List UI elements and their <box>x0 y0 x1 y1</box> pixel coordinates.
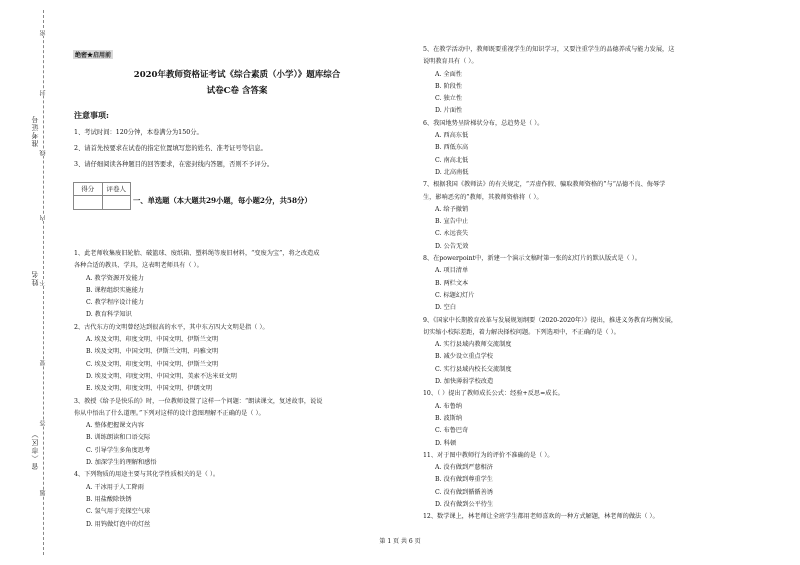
seal-mark: 内 <box>40 215 47 221</box>
answer-option: B. 课程组织实施能力 <box>86 286 144 294</box>
answer-option: A. 布鲁纳 <box>435 402 462 410</box>
notes-heading: 注意事项: <box>74 110 109 120</box>
answer-option: D. 教育科学知识 <box>86 311 132 319</box>
answer-option: D. 埃及文明、印度文明、中国文明、美索不达米亚文明 <box>86 372 237 380</box>
answer-option: B. 用盐酸除铁锈 <box>86 495 132 503</box>
answer-option: B. 阶段性 <box>435 82 463 90</box>
answer-option: B. 波斯纳 <box>435 414 463 422</box>
score-label: 得分 <box>74 183 103 195</box>
answer-option: C. 标题幻灯片 <box>435 291 475 299</box>
question-text: 9、《国家中长期教育改革与发展规划纲要（2020-2020年）》提出，推进义务教育均衡发展， <box>423 316 678 324</box>
answer-option: A. 教学资源开发能力 <box>86 274 144 282</box>
answer-option: B. 没有做到尊重学生 <box>435 476 493 484</box>
seal-mark: 答 <box>40 420 47 426</box>
question-text: 12、数学课上，林老师让全班学生都用老师喜欢的一种方式解题，林老师的做法（ ）。 <box>423 513 659 521</box>
answer-option: A. 干冰用于人工降雨 <box>86 483 144 491</box>
answer-option: C. 引导学生多角度思考 <box>86 446 151 454</box>
answer-option: C. 没有做到循循善诱 <box>435 488 493 496</box>
note-item: 2、请首先按要求在试卷的指定位置填写您的姓名、准考证号等信息。 <box>74 145 267 152</box>
answer-option: B. 西低东高 <box>435 144 469 152</box>
note-item: 1、考试时间：120分钟，本卷满分为150分。 <box>74 129 203 136</box>
question-text: 你从中悟出了什么道理。”下列对这样的设计意图理解不正确的是（ ）。 <box>74 409 265 417</box>
answer-option: D. 片面性 <box>435 107 463 115</box>
question-text: 说明教育具有（ ）。 <box>423 58 478 66</box>
answer-option: A. 实行县域内教师交流制度 <box>435 341 512 349</box>
question-text: 6、我国地势呈阶梯状分布，总趋势是（ ）。 <box>423 119 544 127</box>
page-footer: 第 1 页 共 6 页 <box>379 538 421 545</box>
exam-subtitle: 试卷C卷 含答案 <box>206 86 268 96</box>
right-question-column <box>423 44 778 524</box>
answer-option: E. 埃及文明、印度文明、中国文明、伊朗文明 <box>86 385 213 393</box>
seal-mark: 要 <box>40 360 47 366</box>
question-text: 生，影响恶劣的”教师，其教师资格将（ ）。 <box>423 193 543 201</box>
answer-option: A. 整体把握课文内容 <box>86 422 144 430</box>
note-item: 3、请仔细阅读各种题目的回答要求，在密封线内答题，否则不予评分。 <box>74 161 274 168</box>
answer-option: B. 减少设立重点学校 <box>435 353 493 361</box>
answer-option: D. 没有做到公平待生 <box>435 500 494 508</box>
grader-cell <box>103 196 131 209</box>
question-text: 8、在powerpoint中，新建一个演示文稿时第一张的幻灯片的默认版式是（ ）。 <box>423 255 641 263</box>
answer-option: C. 布鲁巴奇 <box>435 427 469 435</box>
answer-option: C. 埃及文明、印度文明、中国文明、伊斯兰文明 <box>86 360 219 368</box>
seal-mark: 封 <box>40 90 47 96</box>
score-cell <box>74 196 103 209</box>
answer-option: C. 氢气用于充探空气球 <box>86 508 151 516</box>
question-text: 5、在教学活动中，教师既要重视学生的知识学习，又要注重学生的品德养成与能力发展，这 <box>423 46 675 53</box>
seal-mark: 密 <box>40 30 47 36</box>
seal-mark: 题 <box>40 490 47 496</box>
answer-option: D. 加快薄弱学校改造 <box>435 378 494 386</box>
question-text: 1、此老师收集废旧轮胎、破篮球、废纸箱、塑料绳等废旧材料，“变废为宝”，将之改造成 <box>74 250 320 257</box>
question-text: 4、下列物质的用途主要与其化学性质相关的是（ ）。 <box>74 471 220 479</box>
score-table <box>73 182 131 210</box>
answer-option: D. 空白 <box>435 304 457 312</box>
answer-option: C. 南高北低 <box>435 156 469 164</box>
answer-option: D. 用钨做灯泡中的灯丝 <box>86 520 151 528</box>
exam-number-label: 准考证号 <box>31 115 39 147</box>
answer-option: A. 全面性 <box>435 70 462 78</box>
left-question-column <box>74 248 414 531</box>
answer-option: D. 公告无效 <box>435 242 469 250</box>
name-label: 姓名 <box>31 270 39 286</box>
question-text: 3、教授《给予是快乐的》时，一位教师设置了这样一个问题：“朗读课文，复述故事，说说 <box>74 397 323 405</box>
question-text: 10、（ ）提出了教师成长公式：经验+反思=成长。 <box>423 390 564 398</box>
answer-option: D. 加深学生的理解和感悟 <box>86 459 157 467</box>
answer-option: A. 埃及文明、印度文明、中国文明、伊斯兰文明 <box>86 336 219 344</box>
answer-option: B. 宣告中止 <box>435 218 469 226</box>
question-text: 7、根据我国《教师法》的有关规定，“弄虚作假、骗取教师资格的”与“品德不良、侮辱学 <box>423 181 666 189</box>
answer-option: A. 给予撤销 <box>435 205 469 213</box>
notes-list <box>74 125 414 173</box>
answer-option: B. 训练朗读和口语交际 <box>86 434 151 442</box>
answer-option: A. 没有做到严慈相济 <box>435 464 493 472</box>
question-text: 11、对于图中教师行为的评价不准确的是（ ）。 <box>423 451 554 459</box>
seal-mark: 不 <box>40 280 47 286</box>
province-label: 省（市区） <box>31 430 39 470</box>
answer-option: C. 教学程序设计能力 <box>86 299 144 307</box>
answer-option: C. 实行县域内校长交流制度 <box>435 365 512 373</box>
answer-option: D. 科顿 <box>435 439 457 447</box>
seal-mark: 线 <box>40 150 47 156</box>
section-heading: 一、单选题（本大题共29小题，每小题2分，共58分） <box>133 196 312 205</box>
grader-label: 评卷人 <box>106 185 126 193</box>
question-text: 切实缩小校际差距，着力解决择校问题。下列选项中，不正确的是（ ）。 <box>423 328 620 336</box>
answer-option: A. 西高东低 <box>435 132 469 140</box>
answer-option: B. 埃及文明、中国文明、伊斯兰文明、玛雅文明 <box>86 348 219 356</box>
answer-option: D. 北高南低 <box>435 168 469 176</box>
answer-option: C. 永远丧失 <box>435 230 469 238</box>
question-text: 2、古代东方的文明曾经达到很高的水平，其中东方四大文明是指（ ）。 <box>74 323 269 331</box>
confidential-badge: 绝密★启用前 <box>75 52 112 59</box>
exam-title: 2020年教师资格证考试《综合素质（小学）》题库综合 <box>133 70 341 80</box>
binding-margin <box>0 0 58 565</box>
answer-option: A. 项目清单 <box>435 267 469 275</box>
question-text: 各种合适的教具、学具，这表明老师具有（ ）。 <box>74 262 203 270</box>
answer-option: C. 独立性 <box>435 95 463 103</box>
answer-option: B. 两栏文本 <box>435 279 469 287</box>
